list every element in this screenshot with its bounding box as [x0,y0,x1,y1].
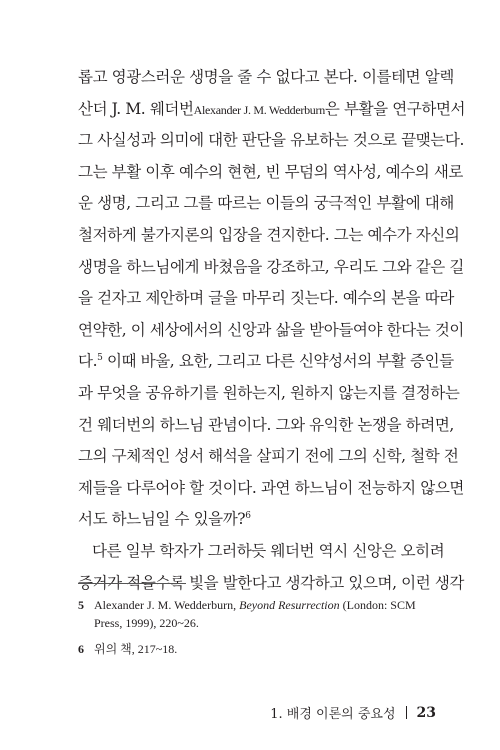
footnote-divider [78,583,186,584]
footnote-number: 6 [78,642,84,656]
text-line: 과 무엇을 공유하기를 원하는지, 원하지 않는지를 결정하는 [78,383,460,402]
text-line: 연약한, 이 세상에서의 신앙과 삶을 받아들여야 한다는 것이 [78,320,464,339]
text-line: 생명을 하느님에게 바쳤음을 강조하고, 우리도 그와 같은 길 [78,257,464,276]
text-line: 서도 하느님일 수 있을까?$^6$ [78,510,251,529]
footnote-number: 5 [78,598,84,612]
text-line: 철저하게 불가지론의 입장을 견지한다. 그는 예수가 자신의 [78,225,460,244]
text-line: 그 사실성과 의미에 대한 판단을 유보하는 것으로 끝맺는다. [78,131,464,150]
text-line: 롭고 영광스러운 생명을 줄 수 없다고 본다. 이를테면 알렉 [78,68,454,86]
footnote-text: 위의 책, 217~18. [94,642,178,656]
chapter-title: 1. 배경 이론의 중요성 [270,707,396,722]
text-line: 을 걷자고 제안하며 글을 마무리 짓는다. 예수의 본을 따라 [78,289,454,308]
text-line: 운 생명, 그리고 그를 따르는 이들의 궁극적인 부활에 대해 [78,194,454,213]
text-line: 건 웨더번의 하느님 관념이다. 그와 유익한 논쟁을 하려면, [78,415,454,434]
footnote-6 [78,640,428,658]
footnote-5 [78,596,428,632]
footnote-ref-6[interactable]: 6 [245,511,251,522]
book-title: Beyond Resurrection [239,598,340,612]
text-line: 그의 구체적인 성서 해석을 살피기 전에 그의 신학, 철학 전 [78,447,459,466]
text-line: 다.$^5$ 이때 바울, 요한, 그리고 다른 신약성서의 부활 증인들 [78,352,454,371]
body-text [78,62,466,599]
text-line: 증거가 적을수록 빛을 발한다고 생각하고 있으며, 이런 생각 [78,573,464,592]
running-footer [270,703,436,722]
page-number: 23 [416,704,436,721]
text-line: 산더 J. M. 웨더번Alexander J. M. Wedderburn은 부활을 연구하면서 [78,99,466,118]
footer-separator [406,706,407,719]
name-gloss: Alexander J. M. Wedderburn [193,102,325,117]
footnote-ref-5[interactable]: 5 [97,353,103,364]
text-line: 그는 부활 이후 예수의 현현, 빈 무덤의 역사성, 예수의 새로 [78,162,463,181]
text-line: 다른 일부 학자가 그러하듯 웨더번 역시 신앙은 오히려 [92,541,445,560]
text-line: 제들을 다루어야 할 것이다. 과연 하느님이 전능하지 않으면 [78,478,464,497]
footnotes [78,596,428,658]
footnote-text: Alexander J. M. Wedderburn, Beyond Resurrection (London: SCM Press, 1999), 220~26. [94,598,416,630]
